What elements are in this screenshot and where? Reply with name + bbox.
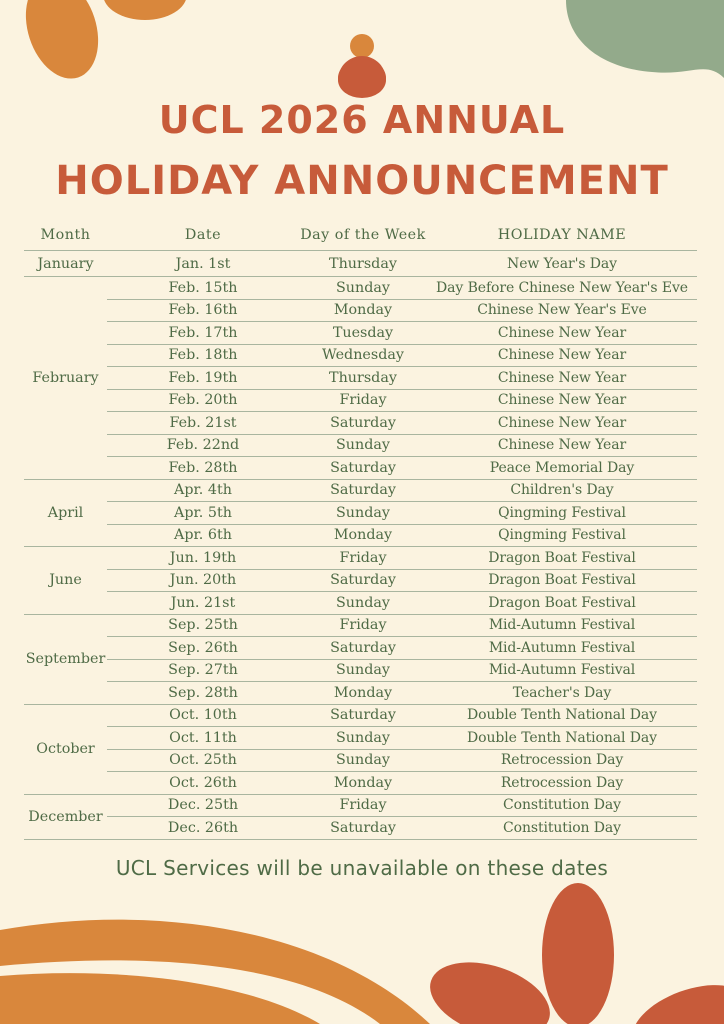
table-row <box>24 277 697 300</box>
day-cell: Monday <box>299 682 427 705</box>
top-left-petal <box>14 0 111 88</box>
day-cell: Sunday <box>299 434 427 457</box>
top-left-petal-2 <box>103 0 187 20</box>
holiday-name-cell: Double Tenth National Day <box>427 727 697 750</box>
holiday-name-cell: Chinese New Year <box>427 344 697 367</box>
holiday-name-cell: Constitution Day <box>427 817 697 840</box>
holiday-name-cell: Dragon Boat Festival <box>427 592 697 615</box>
table-row <box>24 592 697 615</box>
table-row <box>24 547 697 570</box>
table-row <box>24 412 697 435</box>
table-row <box>24 659 697 682</box>
header-day: Day of the Week <box>299 220 427 251</box>
ucl-logo-icon <box>336 32 388 98</box>
date-cell: Jun. 19th <box>107 547 299 570</box>
date-cell: Sep. 26th <box>107 637 299 660</box>
footer-note: UCL Services will be unavailable on these dates <box>115 856 609 880</box>
month-cell: April <box>24 479 107 547</box>
holiday-name-cell: Chinese New Year <box>427 434 697 457</box>
date-cell: Dec. 26th <box>107 817 299 840</box>
holiday-name-cell: Dragon Boat Festival <box>427 547 697 570</box>
day-cell: Sunday <box>299 277 427 300</box>
month-cell: January <box>24 251 107 277</box>
date-cell: Sep. 28th <box>107 682 299 705</box>
holiday-name-cell: Double Tenth National Day <box>427 704 697 727</box>
header-date: Date <box>107 220 299 251</box>
day-cell: Saturday <box>299 412 427 435</box>
date-cell: Oct. 11th <box>107 727 299 750</box>
header-holiday-name: HOLIDAY NAME <box>427 220 697 251</box>
date-cell: Apr. 5th <box>107 502 299 525</box>
month-cell: December <box>24 794 107 839</box>
title-line-2: HOLIDAY ANNOUNCEMENT <box>55 158 669 204</box>
day-cell: Saturday <box>299 704 427 727</box>
holiday-name-cell: Chinese New Year's Eve <box>427 299 697 322</box>
day-cell: Monday <box>299 524 427 547</box>
holiday-name-cell: Constitution Day <box>427 794 697 817</box>
top-right-blob <box>566 0 724 78</box>
day-cell: Sunday <box>299 749 427 772</box>
holiday-name-cell: Chinese New Year <box>427 367 697 390</box>
month-cell: October <box>24 704 107 794</box>
day-cell: Saturday <box>299 457 427 480</box>
holiday-rows <box>24 251 697 840</box>
table-row <box>24 344 697 367</box>
holiday-table <box>24 220 697 840</box>
header-month: Month <box>24 220 107 251</box>
day-cell: Thursday <box>299 367 427 390</box>
day-cell: Sunday <box>299 502 427 525</box>
table-row <box>24 614 697 637</box>
table-row <box>24 704 697 727</box>
day-cell: Sunday <box>299 659 427 682</box>
day-cell: Wednesday <box>299 344 427 367</box>
day-cell: Friday <box>299 794 427 817</box>
date-cell: Feb. 21st <box>107 412 299 435</box>
table-row <box>24 322 697 345</box>
day-cell: Sunday <box>299 592 427 615</box>
date-cell: Oct. 10th <box>107 704 299 727</box>
holiday-name-cell: Children's Day <box>427 479 697 502</box>
table-row <box>24 569 697 592</box>
table-row <box>24 749 697 772</box>
flower-petal-right <box>623 971 724 1024</box>
day-cell: Saturday <box>299 817 427 840</box>
holiday-name-cell: Teacher's Day <box>427 682 697 705</box>
holiday-name-cell: Day Before Chinese New Year's Eve <box>427 277 697 300</box>
table-row <box>24 367 697 390</box>
day-cell: Tuesday <box>299 322 427 345</box>
date-cell: Feb. 15th <box>107 277 299 300</box>
holiday-name-cell: Dragon Boat Festival <box>427 569 697 592</box>
date-cell: Dec. 25th <box>107 794 299 817</box>
date-cell: Feb. 18th <box>107 344 299 367</box>
date-cell: Sep. 25th <box>107 614 299 637</box>
holiday-name-cell: New Year's Day <box>427 251 697 277</box>
table-row <box>24 389 697 412</box>
date-cell: Jan. 1st <box>107 251 299 277</box>
table-row <box>24 299 697 322</box>
holiday-name-cell: Qingming Festival <box>427 502 697 525</box>
table-row <box>24 772 697 795</box>
date-cell: Feb. 19th <box>107 367 299 390</box>
holiday-name-cell: Qingming Festival <box>427 524 697 547</box>
bottom-arch-inner <box>0 973 320 1024</box>
table-row <box>24 794 697 817</box>
holiday-name-cell: Mid-Autumn Festival <box>427 659 697 682</box>
table-row <box>24 817 697 840</box>
date-cell: Jun. 20th <box>107 569 299 592</box>
day-cell: Monday <box>299 299 427 322</box>
table-row <box>24 479 697 502</box>
holiday-name-cell: Chinese New Year <box>427 322 697 345</box>
month-cell: February <box>24 277 107 480</box>
date-cell: Oct. 25th <box>107 749 299 772</box>
day-cell: Friday <box>299 614 427 637</box>
date-cell: Oct. 26th <box>107 772 299 795</box>
table-row <box>24 682 697 705</box>
table-row <box>24 457 697 480</box>
holiday-name-cell: Retrocession Day <box>427 749 697 772</box>
day-cell: Friday <box>299 389 427 412</box>
holiday-name-cell: Retrocession Day <box>427 772 697 795</box>
holiday-name-cell: Chinese New Year <box>427 389 697 412</box>
table-row <box>24 502 697 525</box>
day-cell: Thursday <box>299 251 427 277</box>
table-row <box>24 637 697 660</box>
day-cell: Saturday <box>299 637 427 660</box>
flower-petal-top <box>542 883 614 1024</box>
day-cell: Sunday <box>299 727 427 750</box>
day-cell: Saturday <box>299 569 427 592</box>
date-cell: Feb. 28th <box>107 457 299 480</box>
date-cell: Apr. 4th <box>107 479 299 502</box>
date-cell: Jun. 21st <box>107 592 299 615</box>
day-cell: Saturday <box>299 479 427 502</box>
title-line-1: UCL 2026 ANNUAL <box>158 98 566 142</box>
date-cell: Feb. 17th <box>107 322 299 345</box>
holiday-name-cell: Peace Memorial Day <box>427 457 697 480</box>
month-cell: June <box>24 547 107 615</box>
day-cell: Monday <box>299 772 427 795</box>
header-row <box>24 220 697 251</box>
date-cell: Apr. 6th <box>107 524 299 547</box>
table-row <box>24 727 697 750</box>
holiday-name-cell: Chinese New Year <box>427 412 697 435</box>
day-cell: Friday <box>299 547 427 570</box>
holiday-name-cell: Mid-Autumn Festival <box>427 614 697 637</box>
table-row <box>24 524 697 547</box>
date-cell: Feb. 22nd <box>107 434 299 457</box>
flower-petal-left <box>421 949 560 1024</box>
table-row <box>24 251 697 277</box>
date-cell: Feb. 16th <box>107 299 299 322</box>
date-cell: Feb. 20th <box>107 389 299 412</box>
month-cell: September <box>24 614 107 704</box>
holiday-name-cell: Mid-Autumn Festival <box>427 637 697 660</box>
date-cell: Sep. 27th <box>107 659 299 682</box>
table-row <box>24 434 697 457</box>
